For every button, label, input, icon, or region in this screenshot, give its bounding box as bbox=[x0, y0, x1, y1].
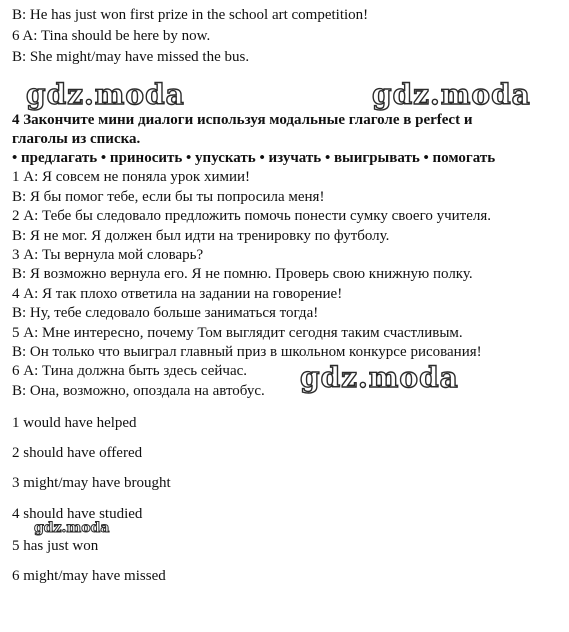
dialogue-line: 5 А: Мне интересно, почему Том выглядит сегодня таким счастливым. bbox=[12, 325, 463, 341]
answer-item: 5 has just won bbox=[12, 538, 99, 554]
verb-list: • предлагать • приносить • упускать • изучать • выигрывать • помогать bbox=[12, 150, 496, 166]
dialogue-line: 1 А: Я совсем не поняла урок химии! bbox=[12, 169, 251, 185]
top-line-3: B: She might/may have missed the bus. bbox=[12, 49, 250, 65]
answer-item: 6 might/may have missed bbox=[12, 568, 166, 584]
top-line-2: 6 A: Tina should be here by now. bbox=[12, 28, 211, 44]
dialogue-line: 3 А: Ты вернула мой словарь? bbox=[12, 247, 204, 263]
dialogue-line: 6 А: Тина должна быть здесь сейчас. bbox=[12, 363, 248, 379]
watermark-logo: gdz.moda bbox=[372, 78, 531, 111]
dialogue-line: В: Я возможно вернула его. Я не помню. Проверь свою книжную полку. bbox=[12, 266, 473, 282]
dialogue-line: 4 А: Я так плохо ответила на задании на говорение! bbox=[12, 286, 343, 302]
task-title-line-1: 4 Закончите мини диалоги используя модальные глаголе в perfect и bbox=[12, 112, 473, 128]
dialogue-line: 2 А: Тебе бы следовало предложить помочь понести сумку своего учителя. bbox=[12, 208, 492, 224]
watermark-logo: gdz.moda bbox=[34, 520, 110, 536]
top-line-1: B: He has just won first prize in the school art competition! bbox=[12, 7, 369, 23]
dialogue-line: В: Ну, тебе следовало больше заниматься тогда! bbox=[12, 305, 319, 321]
dialogue-line: В: Я не мог. Я должен был идти на тренировку по футболу. bbox=[12, 228, 390, 244]
answer-item: 3 might/may have brought bbox=[12, 475, 171, 491]
dialogue-line: В: Он только что выиграл главный приз в школьном конкурсе рисования! bbox=[12, 344, 482, 360]
answer-item: 1 would have helped bbox=[12, 415, 137, 431]
answer-item: 4 should have studied bbox=[12, 506, 143, 522]
watermark-logo: gdz.moda bbox=[300, 361, 459, 394]
dialogue-line: В: Я бы помог тебе, если бы ты попросила меня! bbox=[12, 189, 325, 205]
answer-item: 2 should have offered bbox=[12, 445, 143, 461]
task-title-line-2: глаголы из списка. bbox=[12, 131, 141, 147]
dialogue-line: В: Она, возможно, опоздала на автобус. bbox=[12, 383, 265, 399]
watermark-logo: gdz.moda bbox=[26, 78, 185, 111]
